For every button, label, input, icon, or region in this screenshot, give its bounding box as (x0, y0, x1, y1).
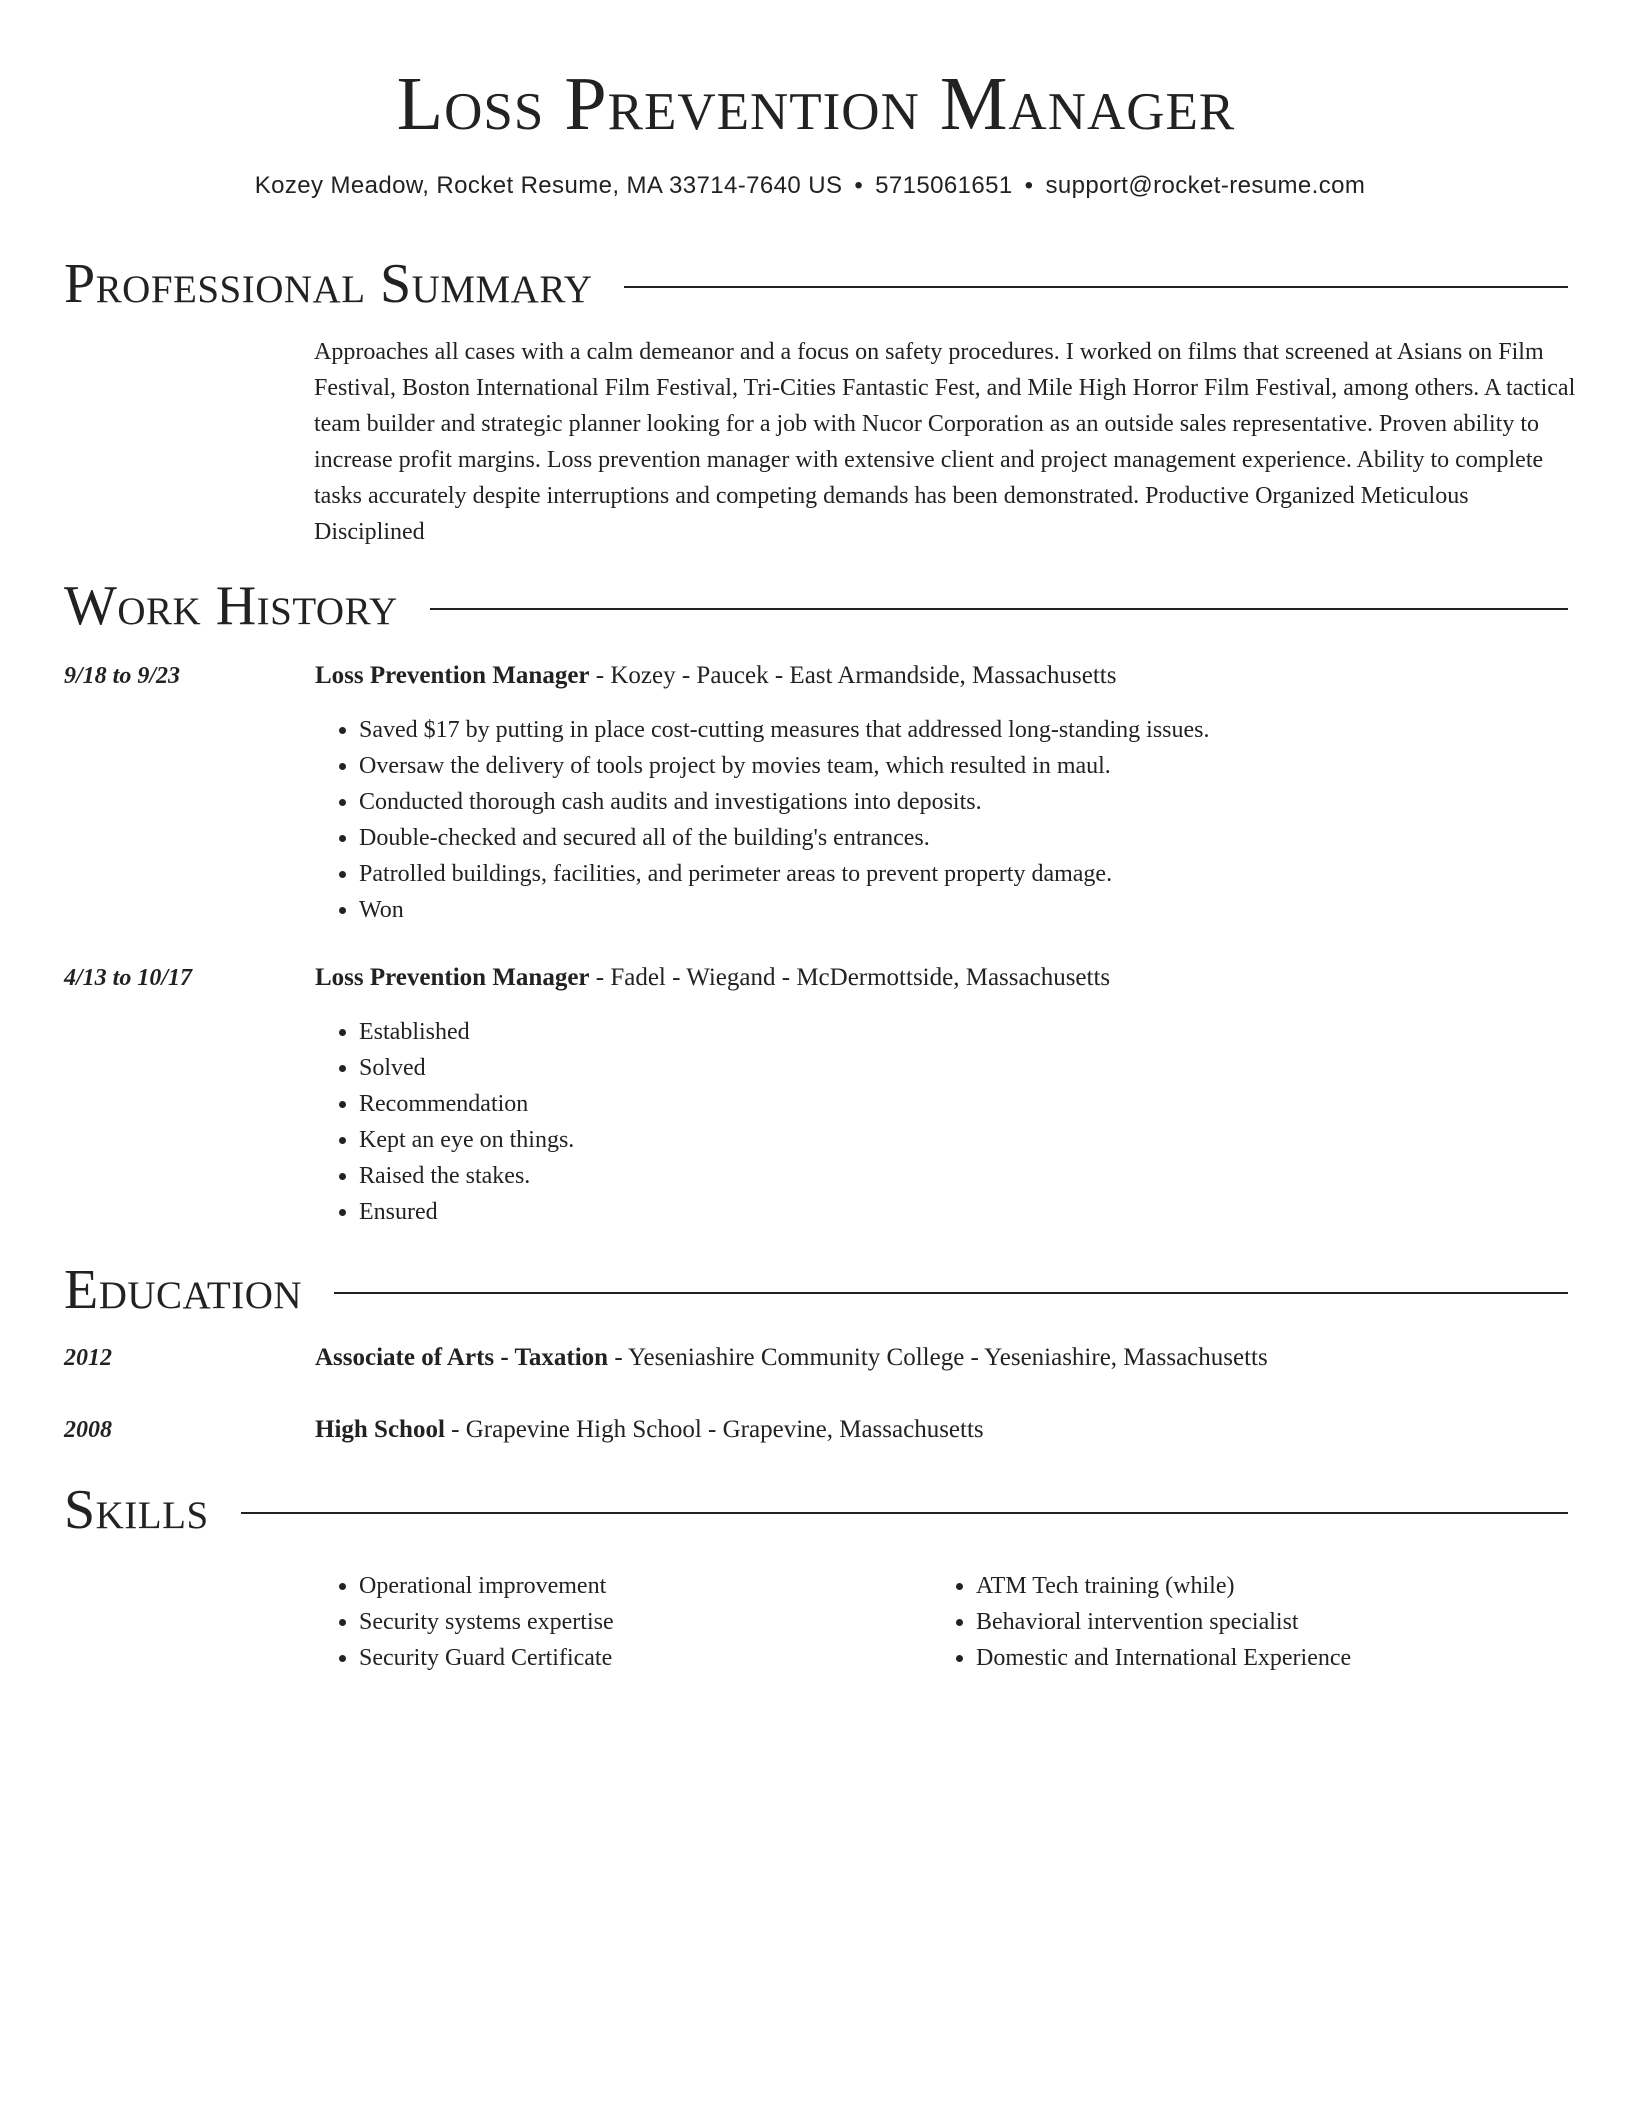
education-year: 2012 (64, 1345, 112, 1371)
summary-section-header (64, 252, 1568, 316)
education-section-header (64, 1258, 1568, 1322)
contact-line (0, 172, 1620, 200)
job-bullet: • Saved $17 by putting in place cost-cutting measures that addressed long-standing issues. (359, 712, 1210, 748)
section-divider (334, 1292, 1568, 1294)
skill-item: • Security Guard Certificate (359, 1640, 614, 1676)
skills-heading: Skills (64, 1479, 209, 1541)
job-bullet: • Kept an eye on things. (359, 1122, 574, 1158)
job-bullet: • Solved (359, 1050, 574, 1086)
contact-address: Kozey Meadow, Rocket Resume, MA 33714-7640 US (254, 172, 843, 199)
job-headline (315, 960, 1110, 996)
job-bullets (315, 1014, 574, 1230)
education-details: - Yeseniashire Community College - Yeseniashire, Massachusetts (608, 1344, 1268, 1371)
contact-separator: • (1024, 172, 1034, 199)
education-headline (315, 1340, 1268, 1376)
work-heading: Work History (64, 575, 398, 637)
job-dates: 9/18 to 9/23 (64, 663, 181, 689)
skill-item: • Behavioral intervention specialist (976, 1604, 1351, 1640)
job-bullet: • Established (359, 1014, 574, 1050)
job-bullet: • Double-checked and secured all of the building's entrances. (359, 820, 1210, 856)
education-details: - Grapevine High School - Grapevine, Massachusetts (444, 1416, 984, 1443)
section-divider (430, 608, 1568, 610)
skills-section-header (64, 1478, 1568, 1542)
skill-item: • ATM Tech training (while) (976, 1568, 1351, 1604)
job-details: - Kozey - Paucek - East Armandside, Massachusetts (589, 662, 1117, 689)
summary-text: Approaches all cases with a calm demeanor and a focus on safety procedures. I worked on films that screened at Asians on Film Festival, Boston International Film Festival, Tri-Cities Fantastic Fest, and Mile High Horror Film Festival, among others. A tactical team builder and strategic planner looking for a job with Nucor Corporation as an outside sales representative. Proven ability to increase profit margins. Loss prevention manager with extensive client and project management experience. Ability to complete tasks accurately despite interruptions and competing demands has been demonstrated. Productive Organized Meticulous Disciplined (314, 339, 1576, 545)
skill-item: • Operational improvement (359, 1568, 614, 1604)
job-details: - Fadel - Wiegand - McDermottside, Massachusetts (589, 964, 1111, 991)
education-degree: Associate of Arts - Taxation (315, 1344, 609, 1371)
job-bullet: • Patrolled buildings, facilities, and perimeter areas to prevent property damage. (359, 856, 1210, 892)
education-degree: High School (315, 1416, 445, 1443)
job-bullet: • Ensured (359, 1194, 574, 1230)
job-bullets (315, 712, 1210, 928)
contact-email: support@rocket-resume.com (1045, 172, 1366, 199)
job-bullet: • Oversaw the delivery of tools project by movies team, which resulted in maul. (359, 748, 1210, 784)
section-divider (241, 1512, 1568, 1514)
skills-list-right (932, 1568, 1351, 1676)
job-bullet: • Raised the stakes. (359, 1158, 574, 1194)
job-bullet: • Conducted thorough cash audits and investigations into deposits. (359, 784, 1210, 820)
job-title: Loss Prevention Manager (315, 662, 590, 689)
education-year: 2008 (64, 1417, 112, 1443)
skill-item: • Security systems expertise (359, 1604, 614, 1640)
resume-title: Loss Prevention Manager (396, 62, 1236, 146)
job-bullet: • Won (359, 892, 1210, 928)
work-section-header (64, 574, 1568, 638)
job-dates: 4/13 to 10/17 (64, 965, 193, 991)
contact-separator: • (854, 172, 864, 199)
skills-list-left (315, 1568, 614, 1676)
education-headline (315, 1412, 984, 1448)
job-headline (315, 658, 1116, 694)
job-bullet: • Recommendation (359, 1086, 574, 1122)
resume-page (64, 0, 1576, 1671)
contact-phone: 5715061651 (875, 172, 1013, 199)
summary-heading: Professional Summary (64, 253, 593, 315)
education-heading: Education (64, 1259, 303, 1321)
section-divider (624, 286, 1568, 288)
job-title: Loss Prevention Manager (315, 964, 590, 991)
skill-item: • Domestic and International Experience (976, 1640, 1351, 1676)
